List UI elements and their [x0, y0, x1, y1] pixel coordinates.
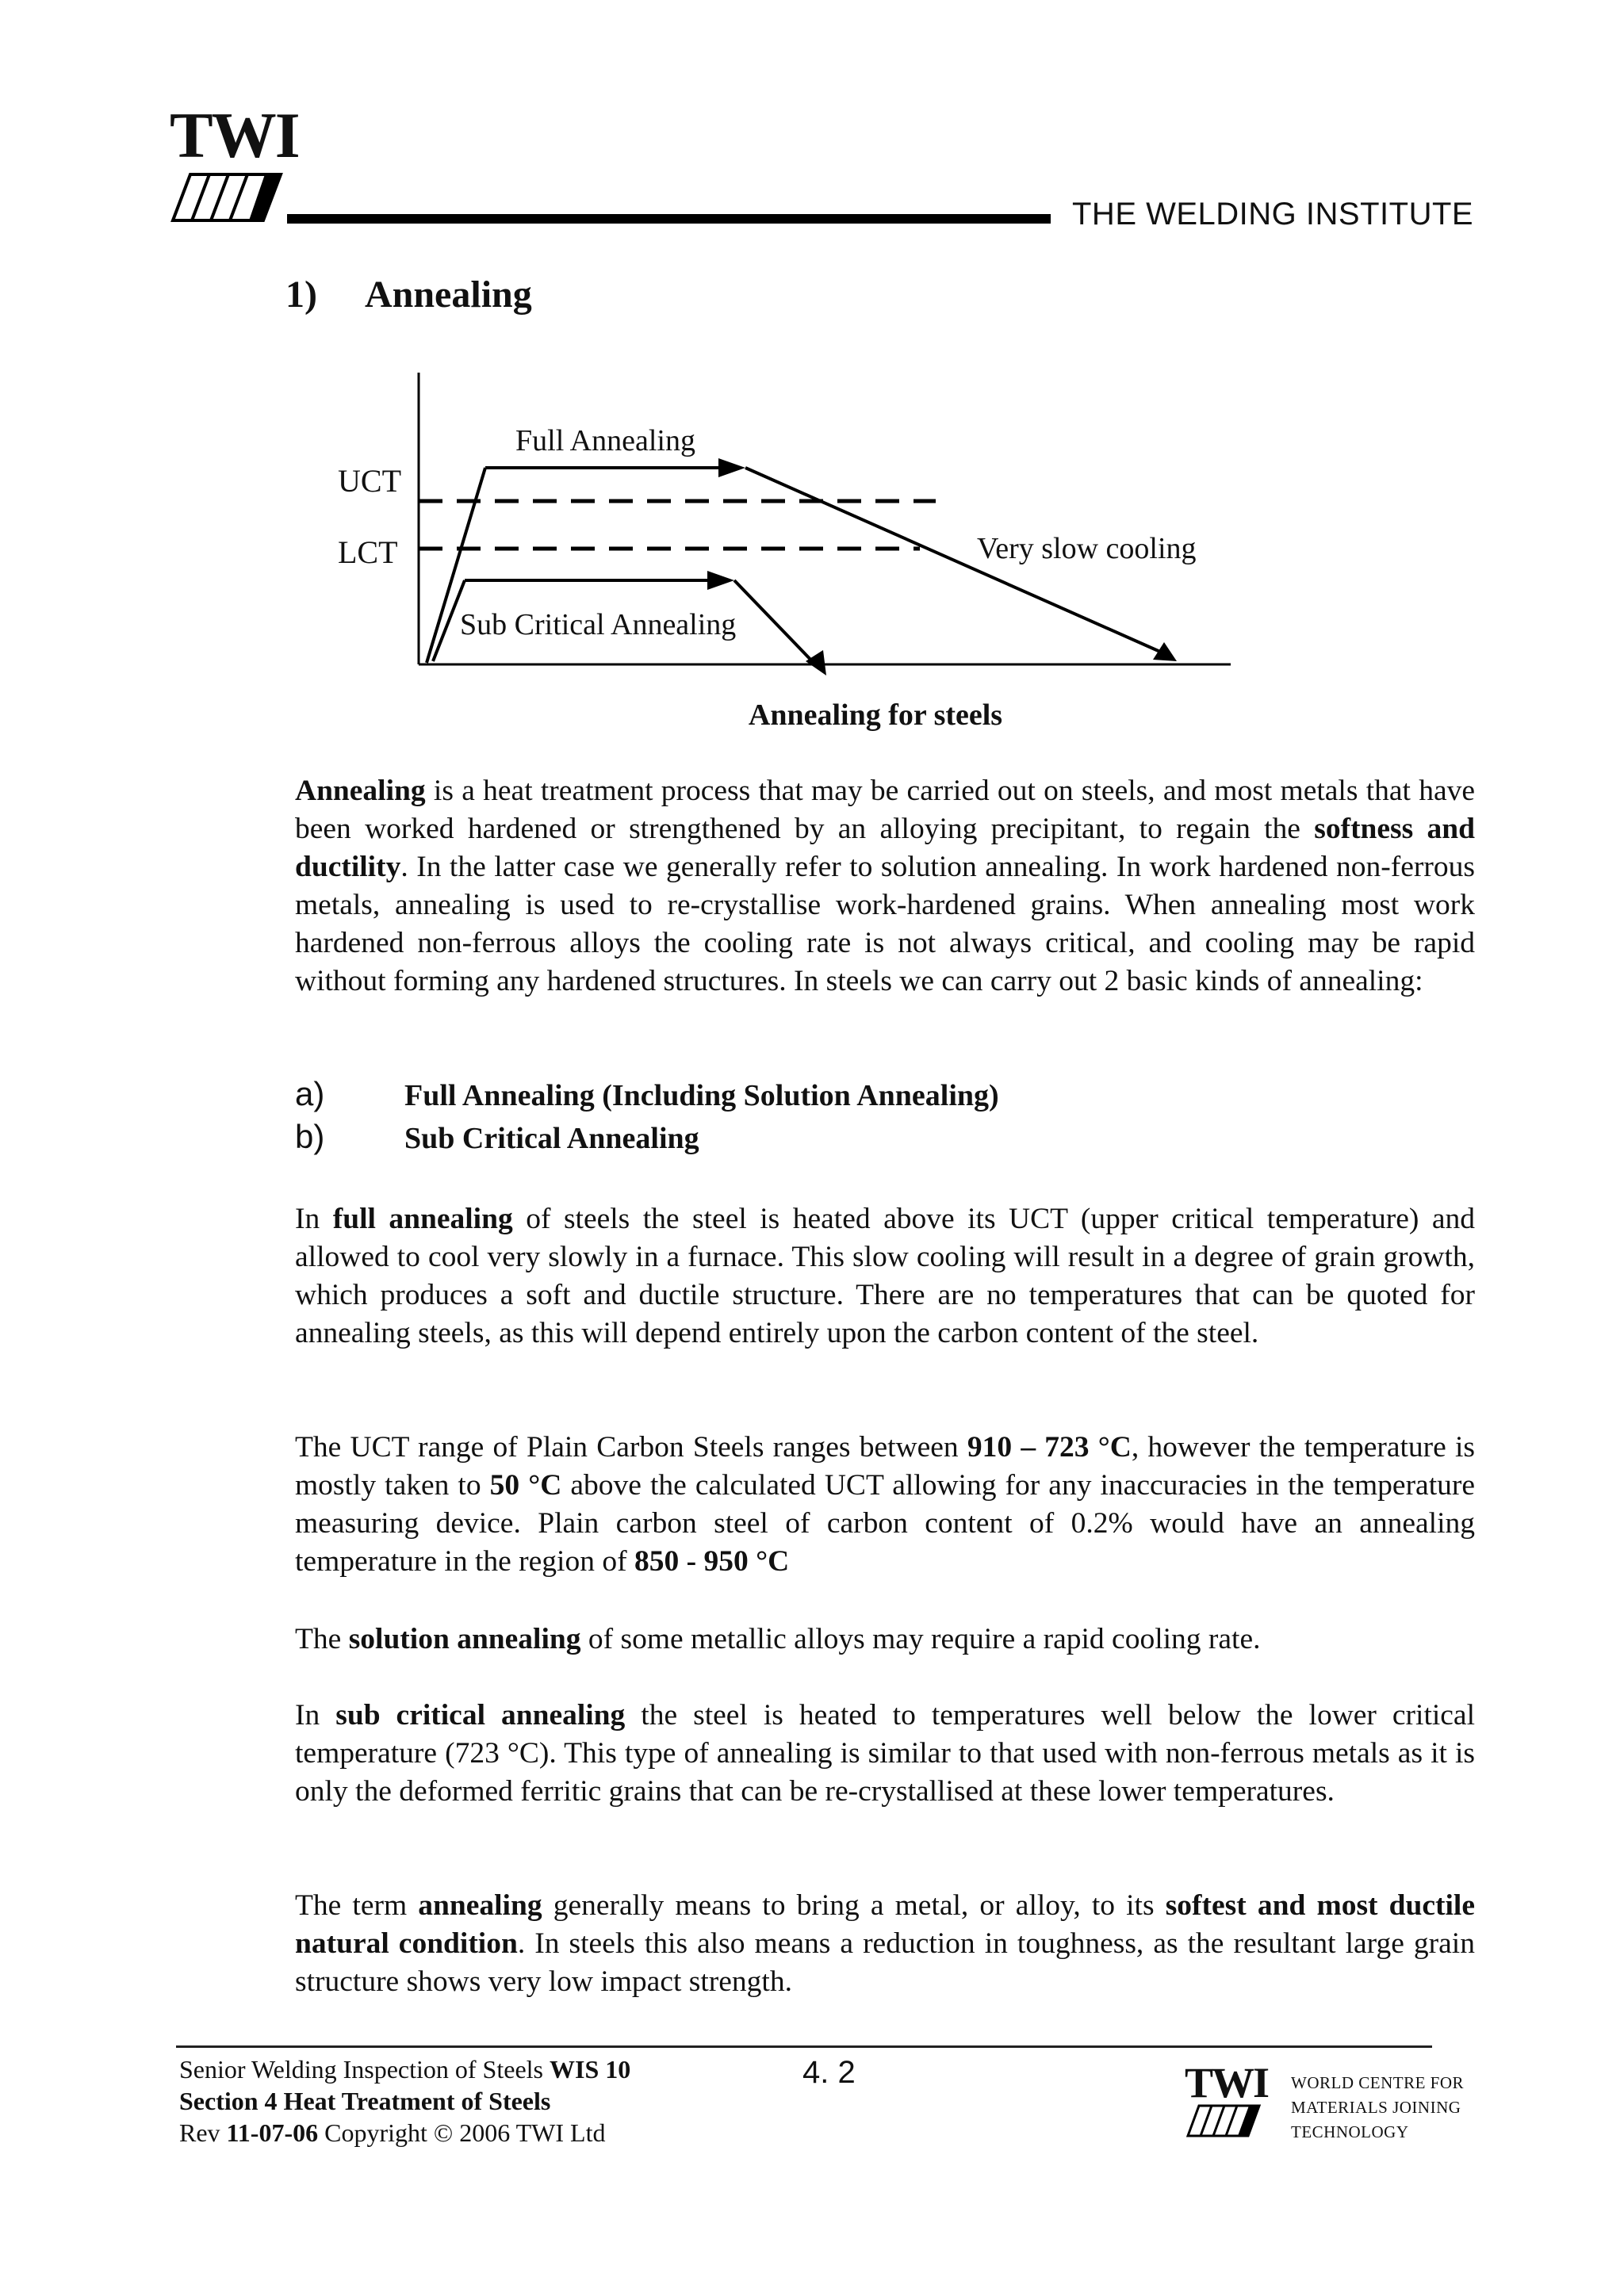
paragraph-full-annealing	[295, 1200, 1475, 1353]
footer-line-2	[179, 2085, 630, 2117]
footer-rev-label: Rev	[179, 2118, 227, 2147]
footer-tagline	[1291, 2071, 1464, 2145]
footer-course: Senior Welding Inspection of Steels	[179, 2055, 550, 2084]
term-softest-condition: softest and most ductile natural condition	[295, 1889, 1475, 1960]
p5-text-2: the steel is heated to temperatures well below the lower critical temperature (723 °C). This type of annealing is similar to that used with non-ferrous metals as it is only the deformed ferritic grains that can be re-crystallised at these lower temperatures.	[295, 1699, 1475, 1808]
sub-critical-cooling	[734, 580, 817, 666]
footer-rule	[176, 2045, 1432, 2048]
full-annealing-arrow	[718, 458, 745, 477]
offset-temperature-value: 50 °C	[489, 1469, 562, 1502]
p6-text-2: generally means to bring a metal, or alloy, to its	[542, 1889, 1166, 1922]
list-text-full-annealing: Full Annealing (Including Solution Annealing)	[404, 1079, 999, 1112]
header-rule	[287, 214, 1051, 224]
tagline-line-3: TECHNOLOGY	[1291, 2122, 1409, 2141]
footer-line-1	[179, 2053, 630, 2085]
diagram-caption: Annealing for steels	[748, 698, 1003, 732]
section-title	[285, 273, 532, 316]
footer-document-info	[179, 2053, 630, 2149]
footer-rev-date: 11-07-06	[226, 2118, 319, 2147]
sub-critical-annealing-label: Sub Critical Annealing	[460, 608, 737, 641]
twi-logo-mark	[170, 173, 289, 222]
footer-section: Section 4 Heat Treatment of Steels	[179, 2087, 551, 2115]
p6-text-1: The term	[295, 1889, 419, 1922]
list-label-a: a)	[295, 1075, 325, 1112]
p2-text-1: In	[295, 1203, 333, 1235]
term-annealing: Annealing	[295, 775, 426, 807]
uct-label: UCT	[338, 463, 401, 499]
list-text-sub-critical: Sub Critical Annealing	[404, 1122, 699, 1155]
section-title-text: Annealing	[365, 274, 532, 316]
uct-range-value: 910 – 723 °C	[967, 1431, 1132, 1464]
paragraph-uct-range	[295, 1429, 1475, 1581]
footer-twi-logo-mark	[1185, 2104, 1264, 2137]
term-solution-annealing: solution annealing	[348, 1623, 581, 1655]
term-sub-critical-annealing: sub critical annealing	[335, 1699, 626, 1732]
p3-text-3: above the calculated UCT allowing for any inaccuracies in the temperature measuring device. Plain carbon steel of carbon content of 0.2% would have an annealing temperature in the region of	[295, 1469, 1476, 1578]
p1-text-1: is a heat treatment process that may be carried out on steels, and most metals that have been worked hardened or strengthened by an alloying precipitant, to regain the	[295, 775, 1475, 845]
p2-text-2: of steels the steel is heated above its UCT (upper critical temperature) and allowed to cool very slowly in a furnace. This slow cooling will result in a degree of grain growth, which produces a soft and ductile structure. There are no temperatures that can be quoted for annealing steels, as this will depend entirely upon the carbon content of the steel.	[295, 1203, 1475, 1349]
footer-course-code: WIS 10	[549, 2055, 631, 2084]
paragraph-solution-annealing	[295, 1621, 1475, 1659]
p3-text-2: , however the temperature is mostly taken to	[295, 1431, 1476, 1502]
p4-text-2: of some metallic alloys may require a rapid cooling rate.	[580, 1623, 1261, 1655]
annealing-diagram	[301, 365, 1253, 682]
paragraph-sub-critical	[295, 1697, 1475, 1811]
twi-logo-text: TWI	[170, 99, 299, 171]
annealing-temperature-value: 850 - 950 °C	[634, 1545, 790, 1578]
term-annealing-definition: annealing	[418, 1889, 542, 1922]
institute-name: THE WELDING INSTITUTE	[1072, 197, 1474, 232]
lct-label: LCT	[338, 534, 398, 570]
tagline-line-2: MATERIALS JOINING	[1291, 2098, 1461, 2117]
paragraph-intro	[295, 772, 1475, 1001]
list-item	[295, 1118, 699, 1156]
footer-twi-logo-text: TWI	[1185, 2059, 1269, 2107]
term-full-annealing: full annealing	[332, 1203, 513, 1235]
section-number: 1)	[285, 274, 317, 316]
paragraph-definition	[295, 1887, 1475, 2001]
list-item	[295, 1075, 999, 1113]
p1-text-2: . In the latter case we generally refer to solution annealing. In work hardened non-ferrous metals, annealing is used to re-crystallise work-hardened grains. When annealing most work hardened non-ferrous alloys the cooling rate is not always critical, and cooling may be rapid without forming any hardened structures. In steels we can carry out 2 basic kinds of annealing:	[295, 851, 1475, 997]
sub-critical-arrow	[707, 571, 734, 590]
p6-text-3: . In steels this also means a reduction in toughness, as the resultant large grain structure shows very low impact strength.	[295, 1927, 1475, 1998]
full-annealing-label: Full Annealing	[515, 424, 695, 457]
page-number: 4. 2	[802, 2055, 856, 2090]
p4-text-1: The	[295, 1623, 349, 1655]
term-softness-ductility: softness and ductility	[295, 813, 1475, 883]
p3-text-1: The UCT range of Plain Carbon Steels ranges between	[295, 1431, 967, 1464]
footer-copyright: Copyright © 2006 TWI Ltd	[318, 2118, 606, 2147]
tagline-line-1: WORLD CENTRE FOR	[1291, 2073, 1464, 2092]
very-slow-cooling-label: Very slow cooling	[977, 532, 1197, 565]
p5-text-1: In	[295, 1699, 336, 1732]
footer-line-3	[179, 2117, 630, 2149]
sub-critical-cooling-arrow	[806, 650, 826, 675]
list-label-b: b)	[295, 1118, 325, 1155]
